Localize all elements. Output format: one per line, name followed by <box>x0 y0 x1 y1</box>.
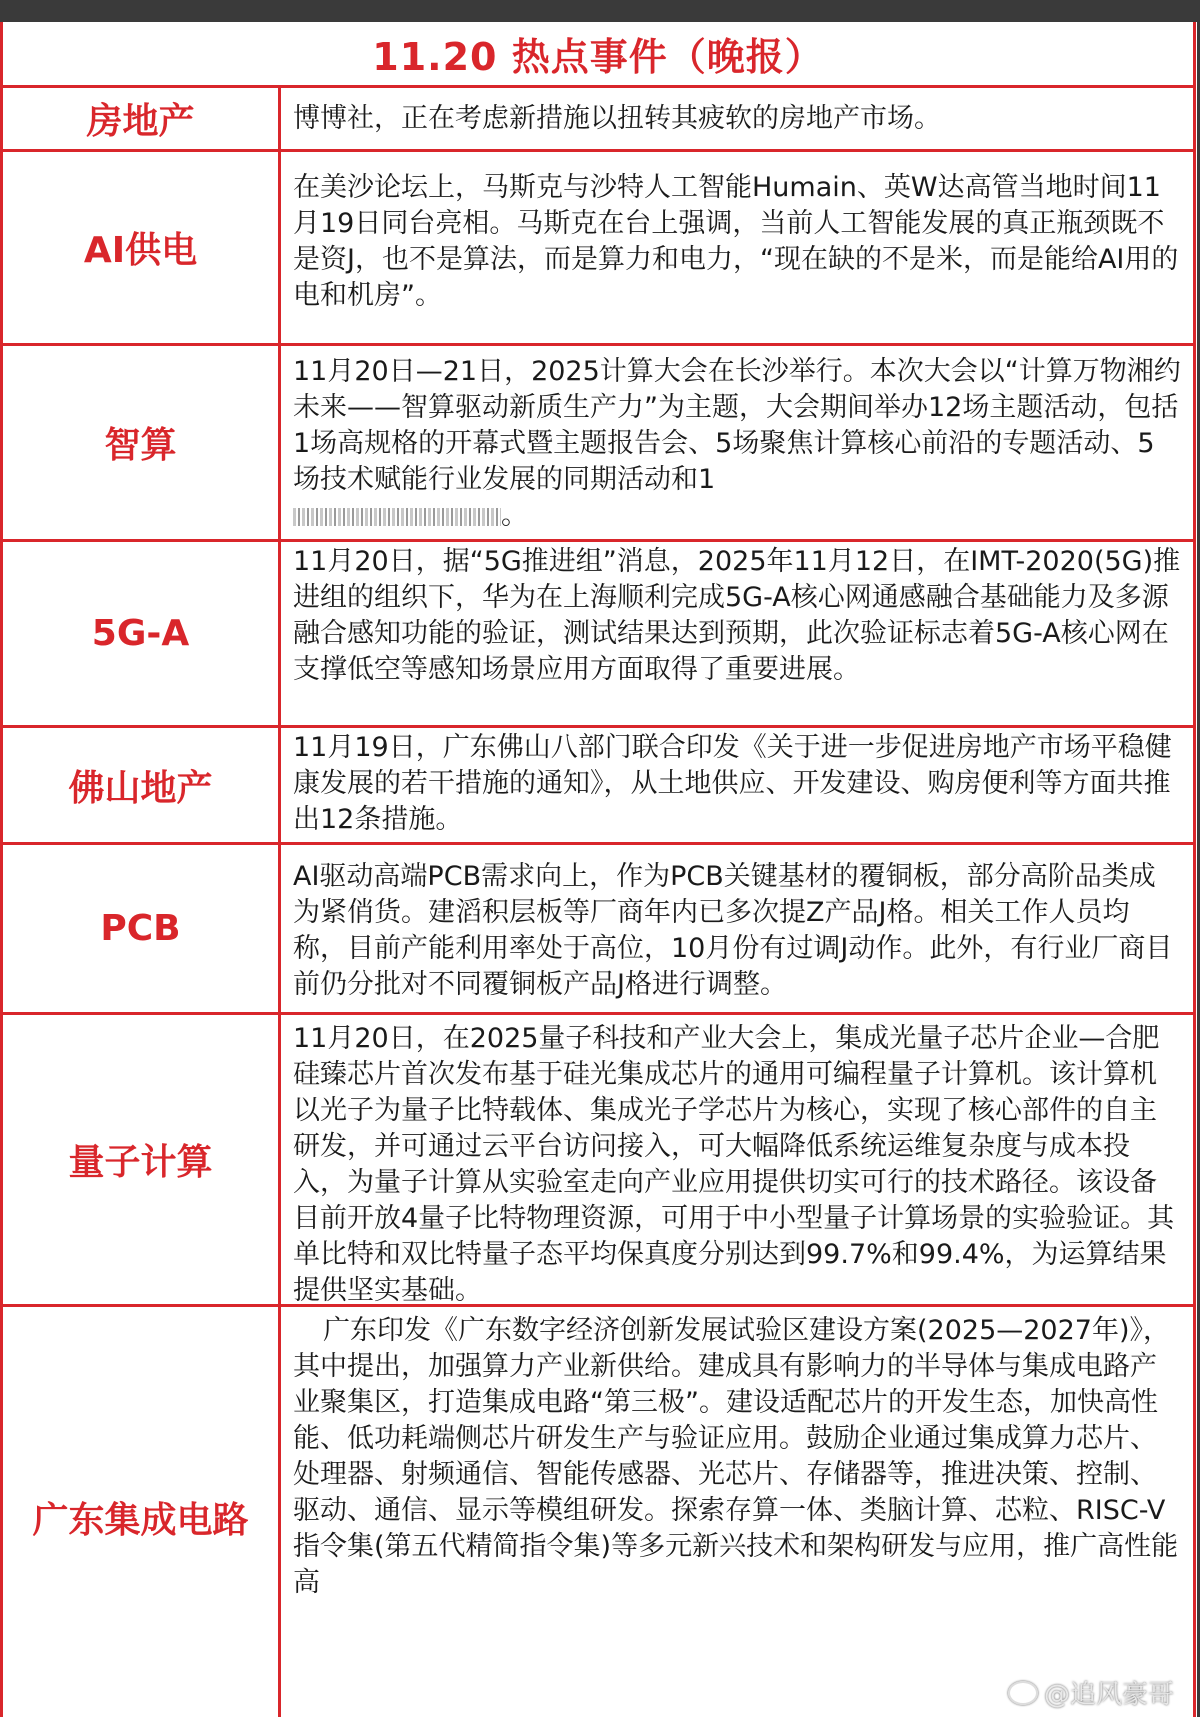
row-content <box>281 1015 1193 1304</box>
table-row <box>3 152 1193 346</box>
row-content-text: 11月19日，广东佛山八部门联合印发《关于进一步促进房地产市场平稳健康发展的若干措施的通知》，从土地供应、开发建设、购房便利等方面共推出12条措施。 <box>293 732 1172 835</box>
news-table <box>0 22 1196 1717</box>
row-content-text-end: 。 <box>501 500 528 531</box>
row-category: 广东集成电路 <box>3 1307 281 1717</box>
row-category: 量子计算 <box>3 1015 281 1304</box>
row-category: PCB <box>3 845 281 1012</box>
row-category: 5G-A <box>3 542 281 725</box>
row-content-text: 11月20日，在2025量子科技和产业大会上，集成光量子芯片企业—合肥硅臻芯片首次发布基于硅光集成芯片的通用可编程量子计算机。该计算机以光子为量子比特载体、集成光子学芯片为核心，实现了核心部件的自主研发，并可通过云平台访问接入，可大幅降低系统运维复杂度与成本投入，为量子计算从实验室走向产业应用提供切实可行的技术路径。该设备目前开放4量子比特物理资源，可用于中小型量子计算场景的实验验证。其单比特和双比特量子态平均保真度分别达到99.7%和99.4%，为运算结果提供坚实基础。 <box>293 1023 1175 1304</box>
row-content <box>281 542 1193 725</box>
row-content-text: 在美沙论坛上，马斯克与沙特人工智能Humain、英W达高管当地时间11月19日同台亮相。马斯克在台上强调，当前人工智能发展的真正瓶颈既不是资J，也不是算法，而是算力和电力，“现在缺的不是米，而是能给AI用的电和机房”。 <box>293 172 1179 311</box>
table-row <box>3 542 1193 728</box>
table-row <box>3 1307 1193 1717</box>
top-bar <box>0 0 1200 22</box>
row-category: AI供电 <box>3 152 281 343</box>
row-content <box>281 1307 1193 1717</box>
table-row <box>3 88 1193 152</box>
watermark <box>1008 1674 1174 1711</box>
row-content-text: 11月20日—21日，2025计算大会在长沙举行。本次大会以“计算万物湘约未来——智算驱动新质生产力”为主题，大会期间举办12场主题活动，包括1场高规格的开幕式暨主题报告会、5场聚焦计算核心前沿的专题活动、5场技术赋能行业发展的同期活动和1 <box>293 356 1181 495</box>
row-content <box>281 152 1193 343</box>
table-row <box>3 845 1193 1015</box>
row-content-text: 广东印发《广东数字经济创新发展试验区建设方案(2025—2027年)》，其中提出，加强算力产业新供给。建成具有影响力的半导体与集成电路产业聚集区，打造集成电路“第三极”。建设适配芯片的开发生态，加快高性能、低功耗端侧芯片研发生产与验证应用。鼓励企业通过集成算力芯片、处理器、射频通信、智能传感器、光芯片、存储器等，推进决策、控制、驱动、通信、显示等模组研发。探索存算一体、类脑计算、芯粒、RISC-V指令集(第五代精简指令集)等多元新兴技术和架构研发与应用，推广高性能高 <box>293 1315 1179 1598</box>
page-title: 11.20 热点事件（晚报） <box>3 22 1193 88</box>
row-content <box>281 845 1193 1012</box>
row-content <box>281 728 1193 842</box>
row-content-text: AI驱动高端PCB需求向上，作为PCB关键基材的覆铜板，部分高阶品类成为紧俏货。建滔积层板等厂商年内已多次提Z产品J格。相关工作人员均称，目前产能利用率处于高位，10月份有过调J动作。此外，有行业厂商目前仍分批对不同覆铜板产品J格进行调整。 <box>293 861 1173 1000</box>
row-category: 佛山地产 <box>3 728 281 842</box>
table-row <box>3 346 1193 542</box>
weibo-logo-icon <box>1008 1681 1038 1705</box>
table-row <box>3 728 1193 845</box>
row-category: 房地产 <box>3 88 281 149</box>
row-category: 智算 <box>3 346 281 539</box>
row-content <box>281 88 1193 149</box>
watermark-text: @追风豪哥 <box>1043 1680 1174 1710</box>
row-content-text: 11月20日，据“5G推进组”消息，2025年11月12日，在IMT-2020(5G)推进组的组织下，华为在上海顺利完成5G-A核心网通感融合基础能力及多源融合感知功能的验证，测试结果达到预期，此次验证标志着5G-A核心网在支撑低空等感知场景应用方面取得了重要进展。 <box>293 546 1181 685</box>
table-row <box>3 1015 1193 1307</box>
redacted-text-block <box>293 508 501 526</box>
row-content-text: 博博社，正在考虑新措施以扭转其疲软的房地产市场。 <box>293 102 941 134</box>
row-content <box>281 346 1193 539</box>
